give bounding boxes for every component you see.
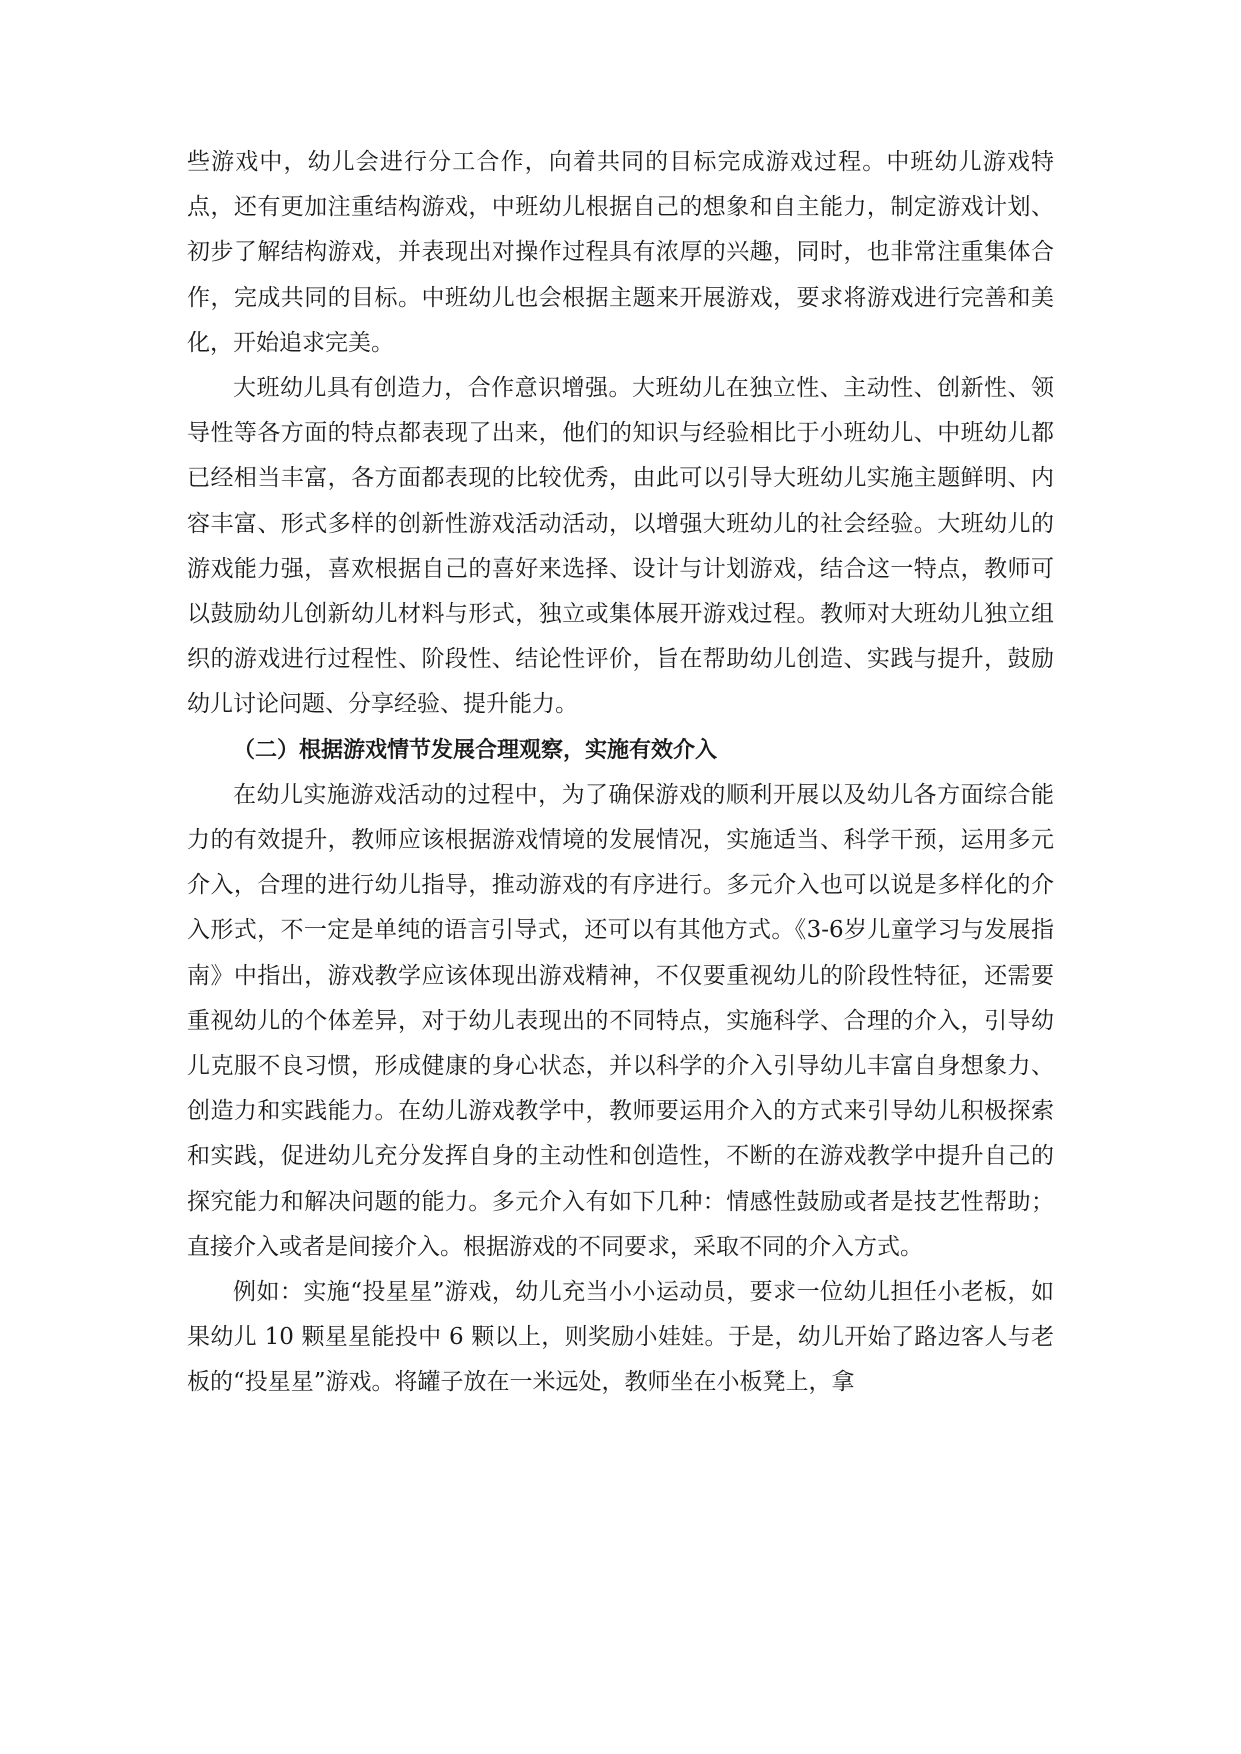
body-paragraph-2: 大班幼儿具有创造力，合作意识增强。大班幼儿在独立性、主动性、创新性、领导性等各方面的特点都表现了出来，他们的知识与经验相比于小班幼儿、中班幼儿都已经相当丰富，各方面都表现的比较优秀，由此可以引导大班幼儿实施主题鲜明、内容丰富、形式多样的创新性游戏活动活动，以增强大班幼儿的社会经验。大班幼儿的游戏能力强，喜欢根据自己的喜好来选择、设计与计划游戏，结合这一特点，教师可以鼓励幼儿创新幼儿材料与形式，独立或集体展开游戏过程。教师对大班幼儿独立组织的游戏进行过程性、阶段性、结论性评价，旨在帮助幼儿创造、实践与提升，鼓励幼儿讨论问题、分享经验、提升能力。	[187, 375, 1054, 718]
section-heading: （二）根据游戏情节发展合理观察，实施有效介入	[233, 737, 718, 763]
body-paragraph-1: 些游戏中，幼儿会进行分工合作，向着共同的目标完成游戏过程。中班幼儿游戏特点，还有更加注重结构游戏，中班幼儿根据自己的想象和自主能力，制定游戏计划、初步了解结构游戏，并表现出对操作过程具有浓厚的兴趣，同时，也非常注重集体合作，完成共同的目标。中班幼儿也会根据主题来开展游戏，要求将游戏进行完善和美化，开始追求完美。	[187, 149, 1054, 356]
body-paragraph-4: 例如：实施“投星星”游戏，幼儿充当小小运动员，要求一位幼儿担任小老板，如果幼儿 10 颗星星能投中 6 颗以上，则奖励小娃娃。于是，幼儿开始了路边客人与老板的“投星星”游戏。将罐子放在一米远处，教师坐在小板凳上，拿	[187, 1279, 1054, 1396]
body-paragraph-3: 在幼儿实施游戏活动的过程中，为了确保游戏的顺利开展以及幼儿各方面综合能力的有效提升，教师应该根据游戏情境的发展情况，实施适当、科学干预，运用多元介入，合理的进行幼儿指导，推动游戏的有序进行。多元介入也可以说是多样化的介入形式，不一定是单纯的语言引导式，还可以有其他方式。《3-6岁儿童学习与发展指南》中指出，游戏教学应该体现出游戏精神，不仅要重视幼儿的阶段性特征，还需要重视幼儿的个体差异，对于幼儿表现出的不同特点，实施科学、合理的介入，引导幼儿克服不良习惯，形成健康的身心状态，并以科学的介入引导幼儿丰富自身想象力、创造力和实践能力。在幼儿游戏教学中，教师要运用介入的方式来引导幼儿积极探索和实践，促进幼儿充分发挥自身的主动性和创造性，不断的在游戏教学中提升自己的探究能力和解决问题的能力。多元介入有如下几种：情感性鼓励或者是技艺性帮助；直接介入或者是间接介入。根据游戏的不同要求，采取不同的介入方式。	[187, 781, 1054, 1260]
document-page	[187, 140, 1054, 1406]
